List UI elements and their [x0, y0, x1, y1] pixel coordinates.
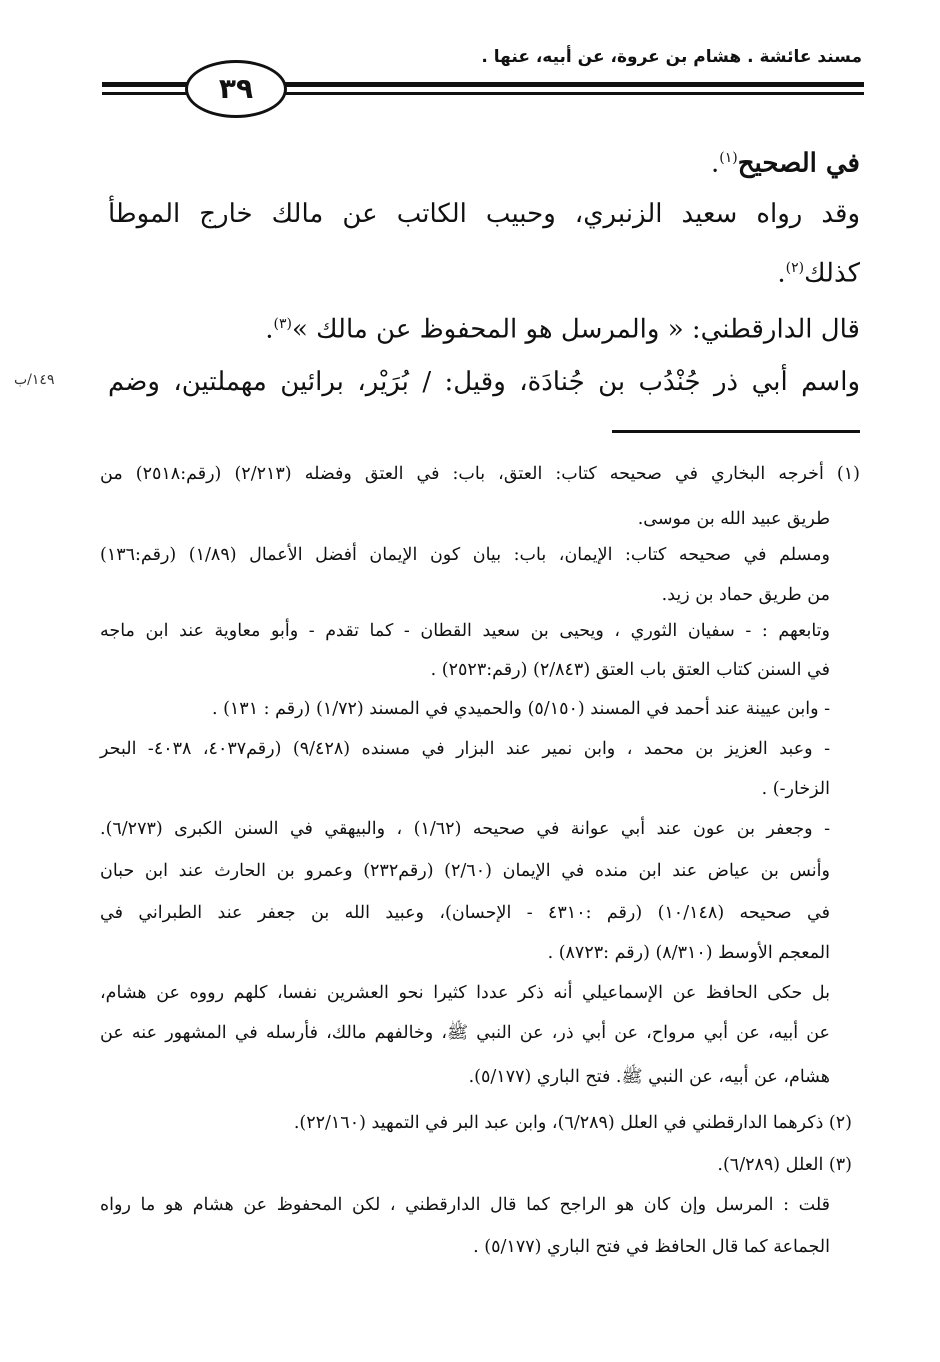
- footnote-line: المعجم الأوسط (٨/٣١٠) (رقم :٨٧٢٣) .: [547, 943, 830, 963]
- footnote-ref: (٢): [785, 260, 805, 276]
- footnote-line: (٣) العلل (٦/٢٨٩).: [717, 1155, 852, 1175]
- footnote-line: طريق عبيد الله بن موسى.: [637, 509, 830, 529]
- body-text: قال الدارقطني: « والمرسل هو المحفوظ عن مالك »: [291, 314, 860, 345]
- footnote-line: الجماعة كما قال الحافظ في فتح الباري (٥/١٧٧) .: [473, 1237, 830, 1257]
- body-text: كذلك: [804, 258, 860, 289]
- footnote-line: قلت : المرسل وإن كان هو الراجح كما قال الدارقطني ، لكن المحفوظ عن هشام هو ما رواه: [100, 1195, 830, 1215]
- body-line-4: [160, 304, 860, 350]
- footnote-separator: [612, 430, 860, 433]
- running-header: مسند عائشة . هشام بن عروة، عن أبيه، عنها .: [481, 47, 862, 67]
- footnote-ref: (٣): [273, 316, 292, 332]
- body-line-3: [160, 248, 860, 294]
- body-text: في الصحيح: [737, 148, 860, 179]
- footnote-line: هشام، عن أبيه، عن النبي ﷺ. فتح الباري (٥/١٧٧).: [468, 1067, 830, 1087]
- footnote-line: من طريق حماد بن زيد.: [661, 585, 830, 605]
- footnote-line: في السنن كتاب العتق باب العتق (٢/٨٤٣) (رقم:٢٥٢٣) .: [430, 660, 830, 680]
- body-line-2: وقد رواه سعيد الزنبري، وحبيب الكاتب عن مالك خارج الموطأ: [108, 199, 860, 229]
- manuscript-folio-note: ١٤٩/ب: [14, 372, 55, 388]
- footnote-ref: (١): [719, 150, 738, 166]
- footnote-line: بل حكى الحافظ عن الإسماعيلي أنه ذكر عددا كثيرا نحو العشرين نفسا، كلهم رووه عن هشام،: [100, 983, 830, 1003]
- period: .: [777, 258, 786, 289]
- footnote-line: عن أبيه، عن أبي مرواح، عن أبي ذر، عن النبي ﷺ، وخالفهم مالك، فأرسله في المشهور عنه عن: [100, 1023, 830, 1043]
- footnote-line: ومسلم في صحيحه كتاب: الإيمان، باب: بيان كون الإيمان أفضل الأعمال (١/٨٩) (رقم:١٣٦): [100, 545, 830, 565]
- body-line-5: واسم أبي ذر جُنْدُب بن جُنادَة، وقيل: / بُرَيْر، برائين مهملتين، وضم: [108, 367, 860, 397]
- footnote-line: (٢) ذكرهما الدارقطني في العلل (٦/٢٨٩)، وابن عبد البر في التمهيد (٢٢/١٦٠).: [293, 1113, 852, 1133]
- footnote-line: - وابن عيينة عند أحمد في المسند (٥/١٥٠) والحميدي في المسند (١/٧٢) (رقم : ١٣١) .: [211, 699, 830, 719]
- footnote-line: - وجعفر بن عون عند أبي عوانة في صحيحه (١/٦٢) ، والبيهقي في السنن الكبرى (٦/٢٧٣).: [100, 819, 830, 839]
- body-line-1: [160, 138, 860, 184]
- footnote-line: - وعبد العزيز بن محمد ، وابن نمير عند البزار في مسنده (٩/٤٢٨) (رقم٤٠٣٧، ٤٠٣٨- البحر: [100, 739, 830, 759]
- period: .: [711, 148, 720, 179]
- footnote-line: الزخار-) .: [761, 779, 830, 799]
- page-number: ٣٩: [185, 60, 287, 118]
- footnote-line: في صحيحه (١٠/١٤٨) (رقم :٤٣١٠ - الإحسان)، وعبيد الله بن جعفر عند الطبراني في: [100, 903, 830, 923]
- footnote-line: وأنس بن عياض عند ابن منده في الإيمان (٢/٦٠) (رقم٢٣٢) وعمرو بن الحارث عند ابن حبان: [100, 861, 830, 881]
- period: .: [265, 314, 274, 345]
- footnote-line: (١) أخرجه البخاري في صحيحه كتاب: العتق، باب: في العتق وفضله (٢/٢١٣) (رقم:٢٥١٨) من: [100, 464, 860, 484]
- footnote-line: وتابعهم : - سفيان الثوري ، ويحيى بن سعيد القطان - كما تقدم - وأبو معاوية عند ابن ماجه: [100, 621, 830, 641]
